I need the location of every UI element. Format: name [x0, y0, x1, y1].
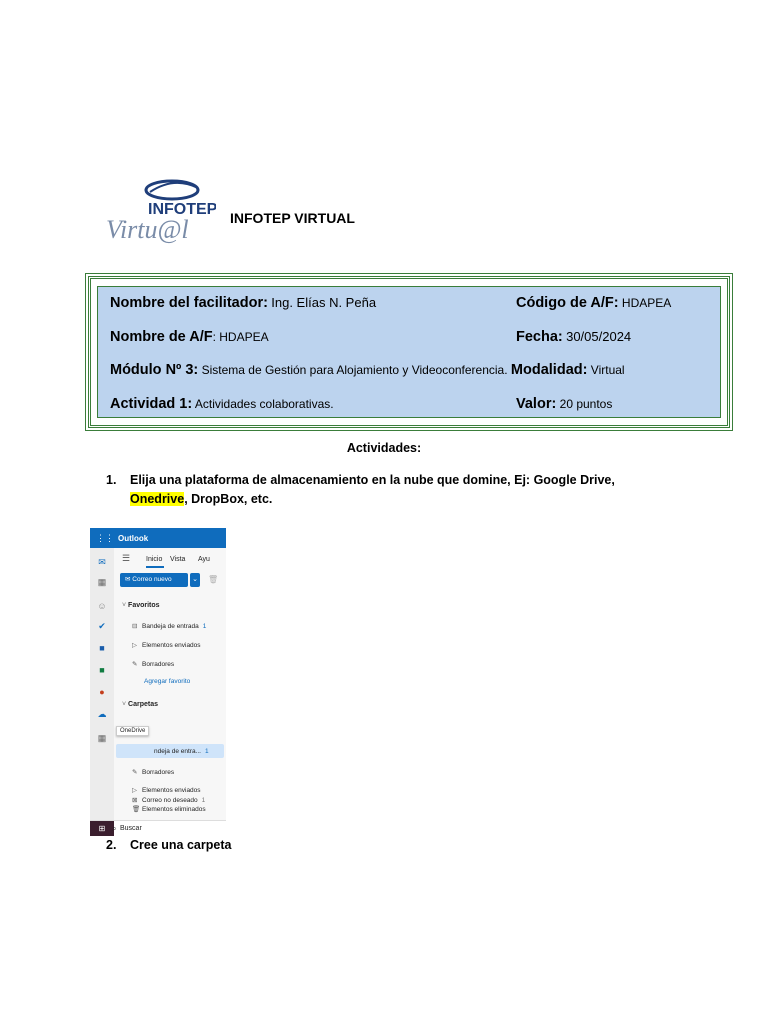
add-favorite-link[interactable]: Agregar favorito	[144, 678, 191, 685]
fav-drafts[interactable]	[132, 660, 174, 668]
envelope-icon: ✉	[125, 576, 131, 583]
people-icon[interactable]: ☺	[97, 601, 107, 611]
windows-start-icon[interactable]: ⊞	[90, 821, 114, 836]
fav-inbox-count: 1	[202, 623, 207, 630]
send-icon: ▷	[132, 787, 137, 794]
trash-icon: 🗑	[132, 806, 141, 813]
logo-text-bottom: Virtu@l	[106, 215, 189, 244]
taskbar	[90, 820, 226, 836]
folder-inbox[interactable]	[154, 748, 209, 755]
code-row	[516, 295, 671, 311]
fav-sent-label: Elementos enviados	[142, 642, 201, 649]
todo-icon[interactable]: ✔	[98, 621, 106, 631]
favorites-header[interactable]	[122, 602, 160, 609]
item-1-highlight: Onedrive	[130, 492, 185, 506]
excel-icon[interactable]: ■	[99, 665, 105, 675]
new-mail-button[interactable]	[120, 573, 188, 587]
chevron-down-icon: ˅	[122, 701, 129, 708]
item-1-number: 1.	[106, 473, 117, 487]
folder-inbox-label: ndeja de entra...	[154, 748, 201, 755]
facilitator-label: Nombre del facilitador:	[110, 295, 268, 311]
points-label: Valor:	[516, 396, 557, 412]
folder-deleted[interactable]	[132, 805, 206, 813]
tab-inicio[interactable]: Inicio	[146, 556, 163, 563]
app-rail	[90, 548, 114, 820]
send-icon: ▷	[132, 642, 137, 649]
pencil-icon: ✎	[132, 769, 138, 776]
folder-junk-count: 1	[201, 797, 206, 804]
powerpoint-icon[interactable]: ●	[99, 687, 105, 697]
inbox-icon: ⊟	[132, 623, 138, 630]
active-tab-indicator	[146, 566, 164, 568]
fav-drafts-label: Borradores	[142, 661, 175, 668]
hamburger-icon[interactable]: ☰	[122, 553, 131, 563]
outlook-titlebar	[90, 528, 226, 548]
brand-title: INFOTEP VIRTUAL	[230, 210, 355, 226]
activity-item-2	[106, 838, 232, 852]
search-icon: ⌕	[112, 824, 117, 833]
app-launcher-icon[interactable]: ⋮⋮	[96, 533, 114, 543]
modality-label: Modalidad:	[510, 362, 588, 378]
fav-inbox-label: Bandeja de entrada	[142, 623, 199, 630]
favorites-label: Favoritos	[128, 602, 160, 609]
chevron-down-icon[interactable]: ⌄	[190, 573, 200, 587]
facilitator-row	[110, 295, 376, 311]
code-label: Código de A/F:	[516, 295, 619, 311]
new-mail-label: Correo nuevo	[132, 576, 172, 583]
infotep-logo	[104, 178, 216, 244]
activity-item-1	[106, 471, 690, 509]
activities-title: Actividades:	[346, 441, 422, 455]
item-2-number: 2.	[106, 838, 117, 852]
activity-row	[110, 396, 334, 412]
folder-drafts-label: Borradores	[142, 769, 175, 776]
activity-label: Actividad 1:	[110, 396, 193, 412]
af-name-label: Nombre de A/F	[110, 329, 213, 345]
chevron-down-icon: ˅	[122, 602, 129, 609]
outlook-app-title: Outlook	[118, 534, 149, 543]
outlook-screenshot	[90, 528, 226, 836]
folders-header[interactable]	[122, 701, 158, 708]
module-label: Módulo Nº 3:	[110, 362, 199, 378]
facilitator-value: Ing. Elías N. Peña	[271, 295, 377, 310]
folder-drafts[interactable]	[132, 768, 174, 776]
folder-sent-label: Elementos enviados	[142, 787, 201, 794]
module-value: Sistema de Gestión para Alojamiento y Videoconferencia.	[201, 363, 508, 377]
item-2-text: Cree una carpeta	[130, 838, 232, 852]
date-row	[516, 329, 631, 345]
logo-text-top: INFOTEP	[148, 201, 216, 218]
modality-value: Virtual	[590, 363, 625, 377]
junk-icon: ⊠	[132, 797, 138, 804]
onedrive-tooltip: OneDrive	[116, 726, 149, 736]
delete-icon[interactable]: 🗑	[208, 575, 219, 584]
date-value: 30/05/2024	[566, 329, 632, 344]
more-apps-icon[interactable]: ▦	[97, 733, 107, 743]
word-icon[interactable]: ■	[99, 643, 105, 653]
item-1-text-b: , DropBox, etc.	[184, 492, 273, 506]
folder-junk-label: Correo no deseado	[142, 797, 198, 804]
course-info-panel	[97, 286, 721, 418]
folders-label: Carpetas	[128, 701, 159, 708]
module-row	[110, 362, 625, 378]
course-info-box	[88, 276, 730, 428]
folder-inbox-count: 1	[204, 748, 209, 755]
points-row	[516, 396, 612, 412]
onedrive-icon[interactable]: ☁	[97, 709, 107, 719]
af-name-row	[110, 329, 269, 345]
folder-pane	[114, 548, 226, 820]
item-1-text-a: Elija una plataforma de almacenamiento en la nube que domine, Ej: Google Drive,	[130, 473, 615, 487]
tab-ayuda[interactable]: Ayu	[198, 556, 210, 563]
taskbar-search[interactable]: Buscar	[120, 825, 142, 832]
calendar-icon[interactable]: ▦	[97, 577, 107, 587]
tab-vista[interactable]: Vista	[170, 556, 186, 563]
code-value: HDAPEA	[621, 296, 672, 310]
points-value: 20 puntos	[559, 397, 613, 411]
activity-value: Actividades colaborativas.	[194, 397, 334, 411]
date-label: Fecha:	[516, 329, 563, 345]
fav-sent[interactable]	[132, 641, 201, 649]
folder-sent[interactable]	[132, 786, 201, 794]
fav-inbox[interactable]	[132, 622, 206, 630]
folder-deleted-label: Elementos eliminados	[142, 806, 206, 813]
af-name-value: : HDAPEA	[212, 330, 269, 344]
mail-icon[interactable]: ✉	[98, 557, 106, 567]
folder-junk[interactable]	[132, 796, 205, 804]
pencil-icon: ✎	[132, 661, 138, 668]
